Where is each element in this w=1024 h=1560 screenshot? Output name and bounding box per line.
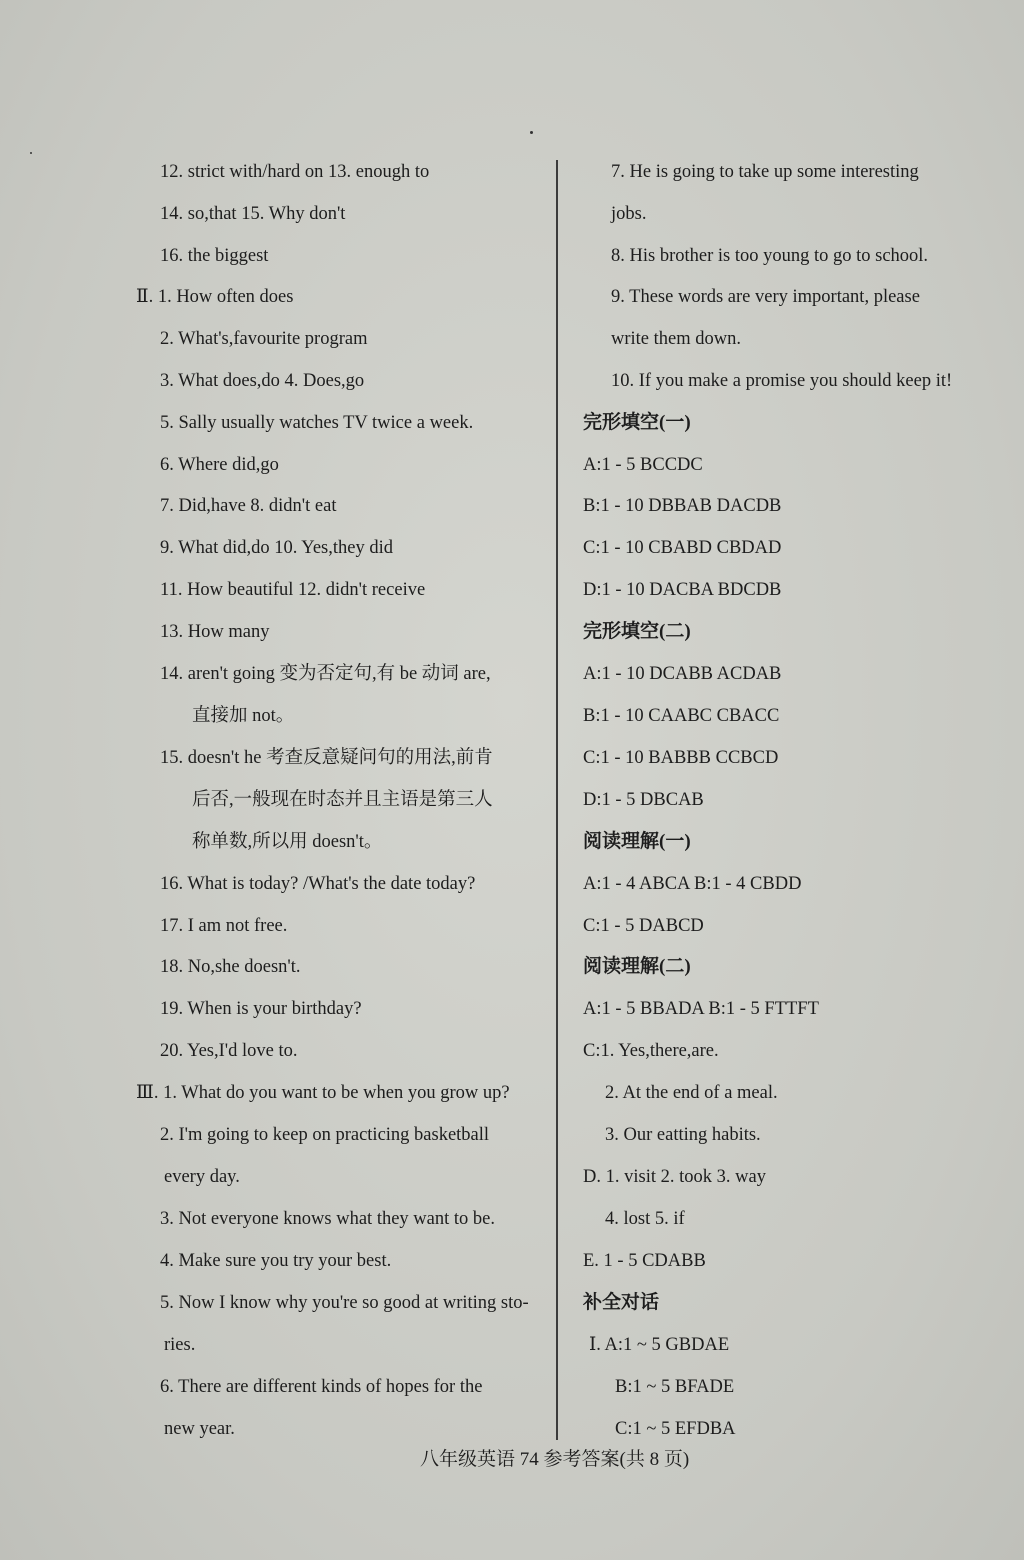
right-answer-line: write them down. [611, 329, 741, 349]
left-answer-line: new year. [164, 1419, 235, 1439]
left-answer-line: every day. [164, 1167, 240, 1187]
right-answer-line: 7. He is going to take up some interesting [611, 162, 919, 182]
left-answer-line: 6. Where did,go [160, 455, 279, 475]
right-answer-line: A:1 - 4 ABCA B:1 - 4 CBDD [583, 874, 802, 894]
right-answer-line: 2. At the end of a meal. [605, 1083, 778, 1103]
left-answer-line: 7. Did,have 8. didn't eat [160, 496, 337, 516]
right-answer-line: 4. lost 5. if [605, 1209, 685, 1229]
left-answer-line: 称单数,所以用 doesn't。 [192, 832, 383, 852]
right-answer-line: A:1 - 5 BCCDC [583, 455, 703, 475]
right-answer-line: E. 1 - 5 CDABB [583, 1251, 706, 1271]
right-answer-line: 完形填空(一) [583, 412, 691, 433]
right-answer-line: B:1 ~ 5 BFADE [615, 1377, 735, 1397]
ink-speck [30, 152, 32, 154]
page-footer: 八年级英语 74 参考答案(共 8 页) [420, 1449, 690, 1470]
right-answer-line: 阅读理解(一) [583, 831, 691, 852]
right-answer-line: Ⅰ. A:1 ~ 5 GBDAE [589, 1335, 730, 1355]
left-answer-line: ries. [164, 1335, 196, 1355]
left-answer-line: 13. How many [160, 622, 270, 642]
left-answer-line: 15. doesn't he 考查反意疑问句的用法,前肯 [160, 748, 493, 768]
right-answer-line: A:1 - 10 DCABB ACDAB [583, 664, 782, 684]
right-answer-line: B:1 - 10 DBBAB DACDB [583, 496, 782, 516]
left-answer-line: 18. No,she doesn't. [160, 957, 301, 977]
left-answer-line: Ⅲ. 1. What do you want to be when you grow up? [136, 1083, 510, 1103]
right-answer-line: 阅读理解(二) [583, 956, 691, 977]
left-answer-line: Ⅱ. 1. How often does [136, 287, 294, 307]
ink-speck [530, 131, 533, 134]
left-answer-line: 14. so,that 15. Why don't [160, 204, 346, 224]
right-answer-line: C:1 - 5 DABCD [583, 916, 704, 936]
left-answer-line: 14. aren't going 变为否定句,有 be 动词 are, [160, 664, 491, 684]
right-answer-line: 3. Our eatting habits. [605, 1125, 761, 1145]
left-answer-line: 直接加 not。 [192, 706, 295, 726]
right-answer-line: D:1 - 5 DBCAB [583, 790, 704, 810]
right-answer-line: 8. His brother is too young to go to school. [611, 246, 929, 266]
right-answer-line: C:1 - 10 BABBB CCBCD [583, 748, 779, 768]
right-answer-line: 9. These words are very important, please [611, 287, 920, 307]
column-divider [556, 160, 558, 1440]
left-answer-line: 后否,一般现在时态并且主语是第三人 [192, 790, 493, 810]
left-answer-line: 17. I am not free. [160, 916, 288, 936]
right-answer-line: C:1. Yes,there,are. [583, 1041, 719, 1061]
left-answer-line: 5. Sally usually watches TV twice a week. [160, 413, 474, 433]
right-answer-line: jobs. [611, 204, 647, 224]
left-answer-line: 2. What's,favourite program [160, 329, 368, 349]
left-answer-line: 11. How beautiful 12. didn't receive [160, 580, 426, 600]
left-answer-line: 9. What did,do 10. Yes,they did [160, 538, 393, 558]
left-answer-line: 16. the biggest [160, 246, 269, 266]
left-answer-line: 16. What is today? /What's the date today? [160, 874, 476, 894]
left-answer-line: 19. When is your birthday? [160, 999, 362, 1019]
right-answer-line: C:1 - 10 CBABD CBDAD [583, 538, 782, 558]
left-answer-line: 3. Not everyone knows what they want to be. [160, 1209, 495, 1229]
right-answer-line: A:1 - 5 BBADA B:1 - 5 FTTFT [583, 999, 819, 1019]
left-answer-line: 6. There are different kinds of hopes for the [160, 1377, 483, 1397]
right-answer-line: B:1 - 10 CAABC CBACC [583, 706, 780, 726]
right-answer-line: D. 1. visit 2. took 3. way [583, 1167, 766, 1187]
left-answer-line: 2. I'm going to keep on practicing basketball [160, 1125, 490, 1145]
left-answer-line: 3. What does,do 4. Does,go [160, 371, 365, 391]
left-answer-line: 12. strict with/hard on 13. enough to [160, 162, 430, 182]
left-answer-line: 20. Yes,I'd love to. [160, 1041, 298, 1061]
left-answer-line: 5. Now I know why you're so good at writing sto- [160, 1293, 529, 1313]
right-answer-line: C:1 ~ 5 EFDBA [615, 1419, 736, 1439]
left-answer-line: 4. Make sure you try your best. [160, 1251, 392, 1271]
right-answer-line: D:1 - 10 DACBA BDCDB [583, 580, 782, 600]
right-answer-line: 完形填空(二) [583, 621, 691, 642]
right-answer-line: 10. If you make a promise you should keep it! [611, 371, 953, 391]
right-answer-line: 补全对话 [583, 1292, 660, 1313]
